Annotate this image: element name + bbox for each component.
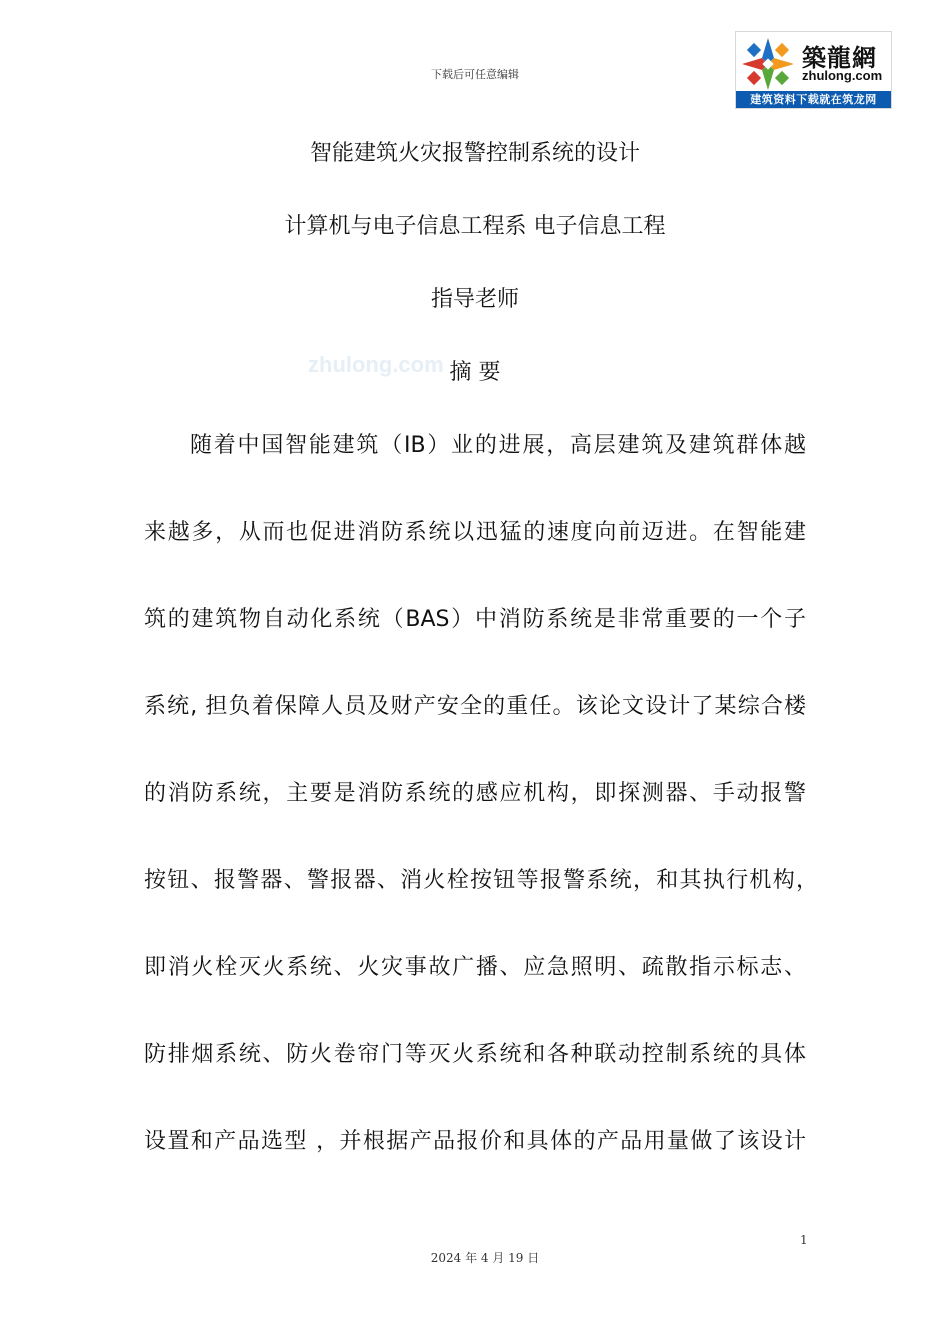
abstract-line: 筑的建筑物自动化系统（BAS）中消防系统是非常重要的一个子 xyxy=(144,607,806,632)
logo-domain: zhulong.com xyxy=(802,68,883,83)
abstract-line: 的消防系统，主要是消防系统的感应机构，即探测器、手动报警 xyxy=(144,781,806,806)
advisor-label: 指导老师 xyxy=(430,287,519,312)
abstract-line: 来越多，从而也促进消防系统以迅猛的速度向前迈进。在智能建 xyxy=(144,520,806,545)
abstract-line: 随着中国智能建筑（IB）业的进展，高层建筑及建筑群体越 xyxy=(190,433,806,458)
header-note: 下载后可任意编辑 xyxy=(431,68,519,81)
zhulong-logo xyxy=(735,31,892,109)
watermark: zhulong.com xyxy=(308,352,444,377)
abstract-line: 即消火栓灭火系统、火灾事故广播、应急照明、疏散指示标志、 xyxy=(144,955,806,980)
department-line: 计算机与电子信息工程系 电子信息工程 xyxy=(284,214,666,239)
zhulong-emblem-icon xyxy=(740,36,796,92)
abstract-heading: 摘 要 xyxy=(449,360,501,385)
footer-date: 2024 年 4 月 19 日 xyxy=(430,1251,540,1265)
document-title: 智能建筑火灾报警控制系统的设计 xyxy=(309,141,640,166)
page-number: 1 xyxy=(800,1233,808,1247)
abstract-line: 系统, 担负着保障人员及财产安全的重任。该论文设计了某综合楼 xyxy=(144,694,806,719)
abstract-line: 设置和产品选型 ，并根据产品报价和具体的产品用量做了该设计 xyxy=(144,1129,806,1154)
abstract-line: 按钮、报警器、警报器、消火栓按钮等报警系统，和其执行机构， xyxy=(144,868,818,893)
logo-name-cn: 築龍網 xyxy=(802,43,877,72)
abstract-line: 防排烟系统、防火卷帘门等灭火系统和各种联动控制系统的具体 xyxy=(144,1042,806,1067)
logo-slogan: 建筑资料下载就在筑龙网 xyxy=(736,91,891,108)
